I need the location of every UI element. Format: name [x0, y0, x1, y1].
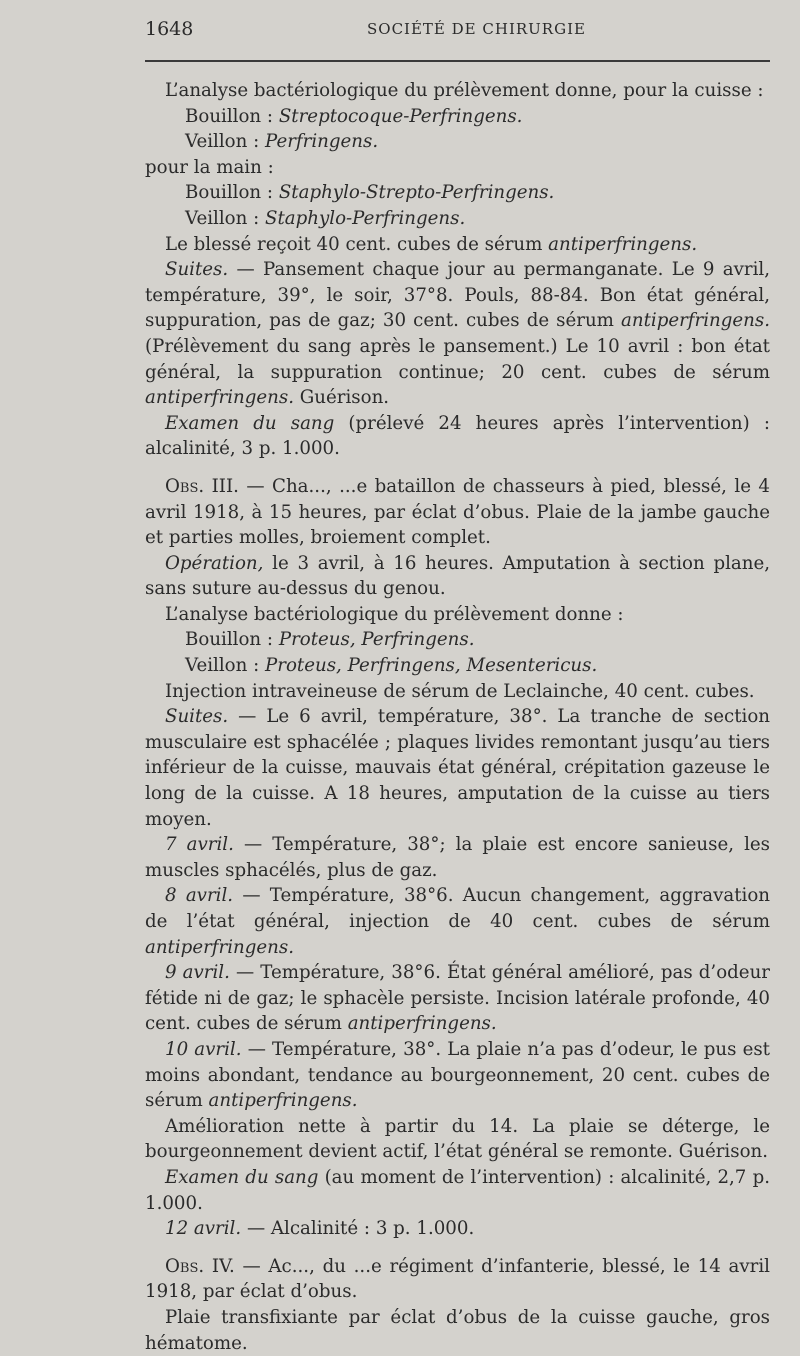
obs3-day9: 9 avril. — Température, 38°6. État général amélioré, pas d’odeur fétide ni de gaz; le sphacèle persiste. Incision latérale profonde, 40 cent. cubes de sérum antiperfringens.: [145, 962, 770, 1035]
header-rule: [145, 60, 770, 62]
obs3-suites: Suites. — Le 6 avril, température, 38°. La tranche de section musculaire est sphacélée ; plaques livides remontant jusqu’au tiers inférieur de la cuisse, mauvais état général, crépitation gazeuse le long de la cuisse. A 18 heures, amputation de la cuisse au tiers moyen.: [145, 706, 770, 830]
obs3-injection: Injection intraveineuse de sérum de Leclainche, 40 cent. cubes.: [165, 680, 755, 702]
page-number: 1648: [145, 18, 194, 40]
obs4-intro: Obs. IV. — Ac..., du ...e régiment d’infanterie, blessé, le 14 avril 1918, par éclat d’obus.: [145, 1255, 770, 1303]
body-text: [145, 78, 770, 1356]
obs3-bouillon: Bouillon : Proteus, Perfringens.: [185, 629, 475, 651]
page-header: [145, 18, 770, 42]
obs2-serum: Le blessé reçoit 40 cent. cubes de sérum antiperfringens.: [165, 233, 698, 255]
obs3-day8: 8 avril. — Température, 38°6. Aucun changement, aggravation de l’état général, injection de 40 cent. cubes de sérum antiperfringens.: [145, 885, 770, 958]
obs2-analysis-intro: L’analyse bactériologique du prélèvement donne, pour la cuisse :: [165, 80, 764, 101]
obs2-cuisse-veillon: Veillon : Perfringens.: [185, 131, 379, 153]
obs2-cuisse-bouillon: Bouillon : Streptocoque-Perfringens.: [185, 105, 523, 127]
obs4-plaie: Plaie transfixiante par éclat d’obus de la cuisse gauche, gros hématome.: [145, 1306, 770, 1354]
obs3-examen-sang: Examen du sang (au moment de l’intervention) : alcalinité, 2,7 p. 1.000.: [145, 1166, 770, 1214]
obs3-day10: 10 avril. — Température, 38°. La plaie n’a pas d’odeur, le pus est moins abondant, tendance au bourgeonnement, 20 cent. cubes de sérum antiperfringens.: [145, 1038, 770, 1112]
obs3-day12: 12 avril. — Alcalinité : 3 p. 1.000.: [165, 1218, 475, 1240]
obs2-main-veillon: Veillon : Staphylo-Perfringens.: [185, 207, 466, 229]
obs3-operation: Opération, le 3 avril, à 16 heures. Amputation à section plane, sans suture au-dessus du genou.: [145, 552, 770, 600]
obs2-examen-sang: Examen du sang (prélevé 24 heures après l’intervention) : alcalinité, 3 p. 1.000.: [145, 412, 770, 460]
obs3-day7: 7 avril. — Température, 38°; la plaie est encore sanieuse, les muscles sphacélés, plus de gaz.: [145, 834, 770, 881]
obs3-analyse: L’analyse bactériologique du prélèvement donne :: [165, 603, 624, 625]
obs2-main-intro: pour la main :: [145, 156, 274, 178]
obs3-intro: Obs. III. — Cha..., ...e bataillon de chasseurs à pied, blessé, le 4 avril 1918, à 15 heures, par éclat d’obus. Plaie de la jambe gauche et parties molles, broiement complet.: [145, 475, 770, 549]
obs2-main-bouillon: Bouillon : Staphylo-Strepto-Perfringens.: [185, 182, 555, 204]
obs3-amelioration: Amélioration nette à partir du 14. La plaie se déterge, le bourgeonnement devient actif, l’état général se remonte. Guérison.: [145, 1115, 770, 1163]
spacer: [145, 1242, 770, 1254]
obs3-veillon: Veillon : Proteus, Perfringens, Mesentericus.: [185, 655, 598, 677]
obs2-suites: Suites. — Pansement chaque jour au permanganate. Le 9 avril, température, 39°, le soir, 37°8. Pouls, 88-84. Bon état général, suppuration, pas de gaz; 30 cent. cubes de sérum antiperfringens. (Prélèvement du sang après le pansement.) Le 10 avril : bon état général, la suppuration continue; 20 cent. cubes de sérum antiperfringens. Guérison.: [145, 259, 770, 409]
running-title: SOCIÉTÉ DE CHIRURGIE: [367, 20, 586, 38]
spacer: [145, 462, 770, 474]
